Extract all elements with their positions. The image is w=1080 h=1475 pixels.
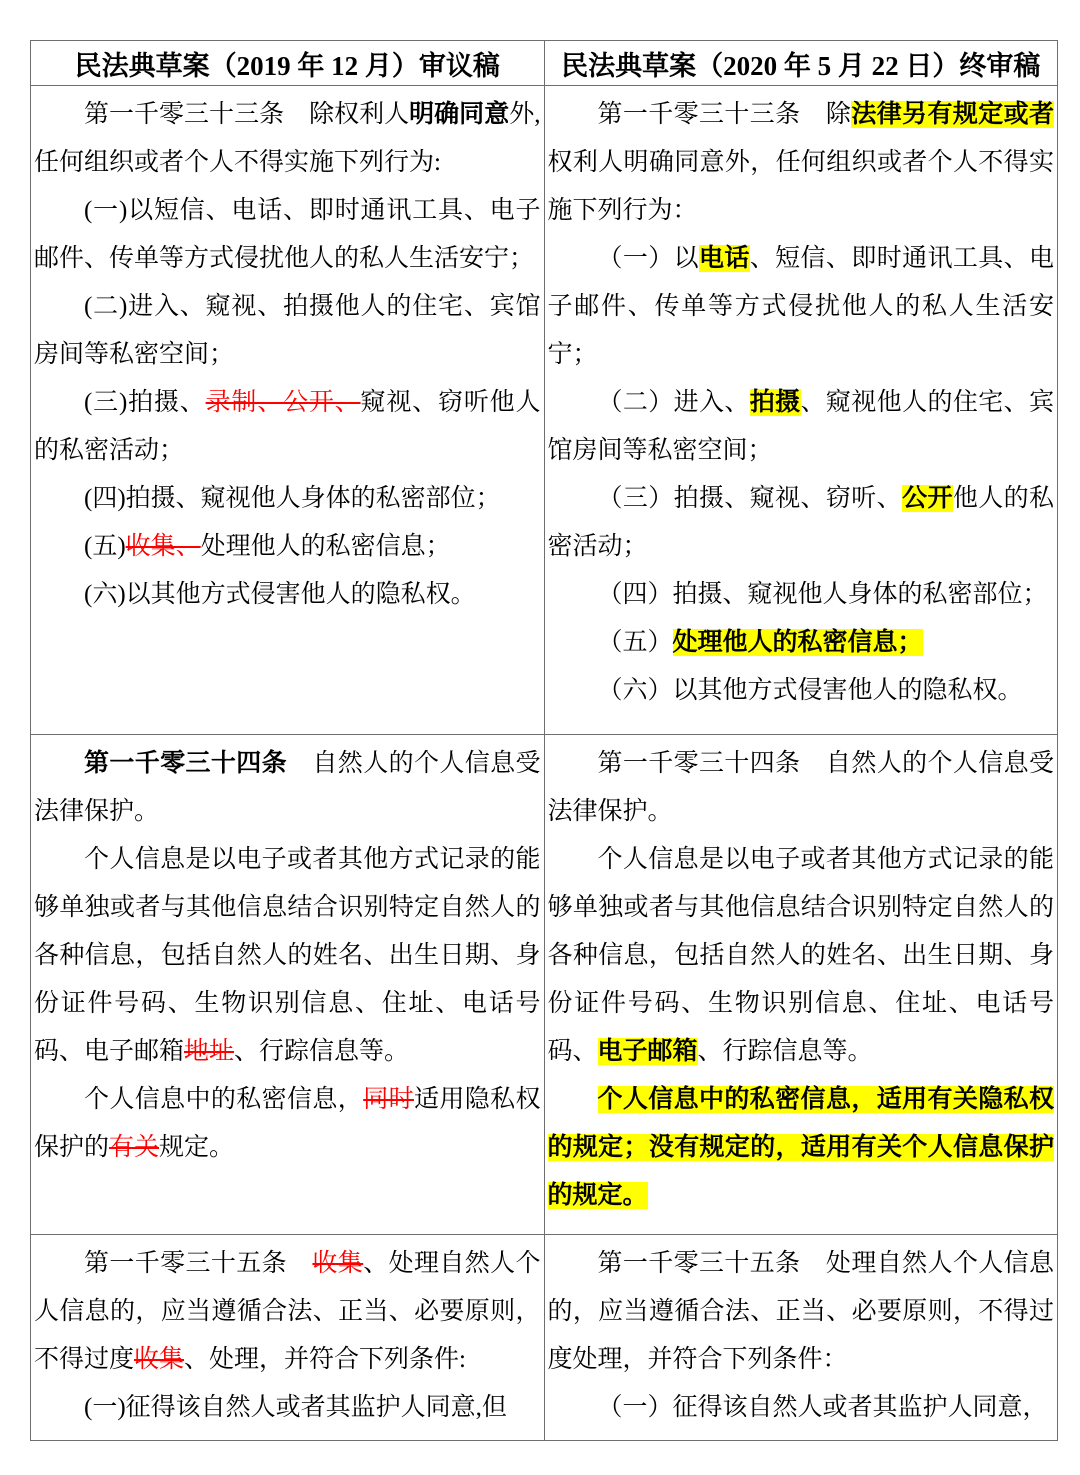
text-run: （一）征得该自然人或者其监护人同意， [597,1394,1048,1421]
cell-draft-2019-article-1033 [31,86,545,735]
text-run: 、行踪信息等。 [234,1038,410,1065]
text-run: 自然人的个人信息受法律保护。 [34,750,541,825]
paragraph [34,523,541,571]
cell-draft-2020-article-1033 [544,86,1058,735]
text-run: (六)以其他方式侵害他人的隐私权。 [84,581,476,608]
highlighted-text: 个人信息中的私密信息，适用有关隐私权的规定；没有规定的，适用有关个人信息保护的规定。 [547,1086,1054,1209]
header-draft-2020: 民法典草案（2020 年 5 月 22 日）终审稿 [544,41,1058,86]
paragraph [34,1076,541,1172]
text-run: 规定。 [159,1134,235,1161]
text-run: 权利人明确同意外，任何组织或者个人不得实施下列行为： [547,149,1054,224]
text-run: 第一千零三十三条 除 [597,101,852,128]
text-run: 适用隐私权保护的 [34,1086,541,1161]
paragraph [34,379,541,475]
text-run: （二）进入、 [597,389,750,416]
deleted-text: 录制、公开、 [205,389,361,416]
text-run: (一)以短信、电话、即时通讯工具、电子邮件、传单等方式侵扰他人的私人生活安宁； [34,197,541,272]
paragraph [548,1240,1055,1384]
text-run: (四)拍摄、窥视他人身体的私密部位； [84,485,501,512]
highlighted-text: 法律另有规定或者 [851,101,1054,128]
paragraph [34,740,541,836]
paragraph [548,235,1055,379]
paragraph [34,187,541,283]
deleted-text: 收集 [312,1250,364,1277]
deleted-text: 收集 [134,1346,185,1373]
text-run: 、处理自然人个人信息的，应当遵循合法、正当、必要原则，不得过度 [34,1250,541,1373]
deleted-text: 同时 [363,1086,414,1113]
text-run: （三）拍摄、窥视、窃听、 [597,485,903,512]
text-run: 、处理，并符合下列条件: [184,1346,466,1373]
text-run: (五) [84,533,126,560]
paragraph [34,1384,541,1432]
text-run: 窥视、窃听他人的私密活动； [34,389,541,464]
text-run: 个人信息中的私密信息， [84,1086,364,1113]
row-article-1033 [31,86,1058,735]
paragraph [548,475,1055,571]
text-run: （六）以其他方式侵害他人的隐私权。 [597,677,1023,704]
deleted-text: 地址 [184,1038,235,1065]
table-header [31,41,1058,86]
paragraph [34,836,541,1076]
text-run: 个人信息是以电子或者其他方式记录的能够单独或者与其他信息结合识别特定自然人的各种信息，包括自然人的姓名、出生日期、身份证件号码、生物识别信息、住址、电话号码、电子邮箱 [34,846,541,1065]
highlighted-text: 电话 [699,245,750,272]
text-run: (二)进入、窥视、拍摄他人的住宅、宾馆房间等私密空间； [34,293,541,368]
text-run: 个人信息是以电子或者其他方式记录的能够单独或者与其他信息结合识别特定自然人的各种信息，包括自然人的姓名、出生日期、身份证件号码、生物识别信息、住址、电话号码、 [547,846,1054,1065]
text-run: （五） [597,629,673,656]
paragraph [548,1076,1055,1220]
paragraph [548,836,1055,1076]
text-run: 第一千零三十五条 处理自然人个人信息的，应当遵循合法、正当、必要原则，不得过度处理，并符合下列条件： [547,1250,1054,1373]
header-row [31,41,1058,86]
paragraph [548,91,1055,235]
text-run: (三)拍摄、 [84,389,206,416]
paragraph [548,667,1055,715]
text-run: 、短信、即时通讯工具、电子邮件、传单等方式侵扰他人的私人生活安宁； [547,245,1054,368]
highlighted-text: 公开 [902,485,953,512]
comparison-table [30,40,1058,1441]
text-run: 处理他人的私密信息； [200,533,451,560]
text-run: 第一千零三十五条 [84,1250,313,1277]
highlighted-text: 电子邮箱 [597,1038,698,1065]
paragraph [548,571,1055,619]
bold-text: 明确同意 [409,101,510,128]
cell-draft-2019-article-1034 [31,735,545,1235]
cell-draft-2019-article-1035 [31,1235,545,1441]
paragraph [34,1240,541,1384]
paragraph [34,571,541,619]
paragraph [548,1384,1055,1432]
row-article-1035 [31,1235,1058,1441]
paragraph [34,91,541,187]
deleted-text: 收集、 [125,533,201,560]
paragraph [34,475,541,523]
text-run: 、行踪信息等。 [697,1038,873,1065]
paragraph [548,619,1055,667]
highlighted-text: 拍摄 [749,389,801,416]
table-body [31,86,1058,1441]
paragraph [548,740,1055,836]
text-run: 外,任何组织或者个人不得实施下列行为: [34,101,541,176]
cell-draft-2020-article-1034 [544,735,1058,1235]
highlighted-text: 处理他人的私密信息； [672,629,923,656]
text-run: （四）拍摄、窥视他人身体的私密部位； [597,581,1048,608]
text-run: 第一千零三十三条 除权利人 [84,101,410,128]
paragraph [548,379,1055,475]
deleted-text: 有关 [109,1134,160,1161]
text-run: 、窥视他人的住宅、宾馆房间等私密空间； [547,389,1054,464]
text-run: 他人的私密活动； [547,485,1054,560]
header-draft-2019: 民法典草案（2019 年 12 月）审议稿 [31,41,545,86]
paragraph [34,283,541,379]
row-article-1034 [31,735,1058,1235]
bold-text: 第一千零三十四条 [84,750,288,777]
text-run: （一）以 [597,245,700,272]
text-run: 第一千零三十四条 自然人的个人信息受法律保护。 [547,750,1054,825]
text-run: (一)征得该自然人或者其监护人同意,但 [84,1394,507,1421]
cell-draft-2020-article-1035 [544,1235,1058,1441]
